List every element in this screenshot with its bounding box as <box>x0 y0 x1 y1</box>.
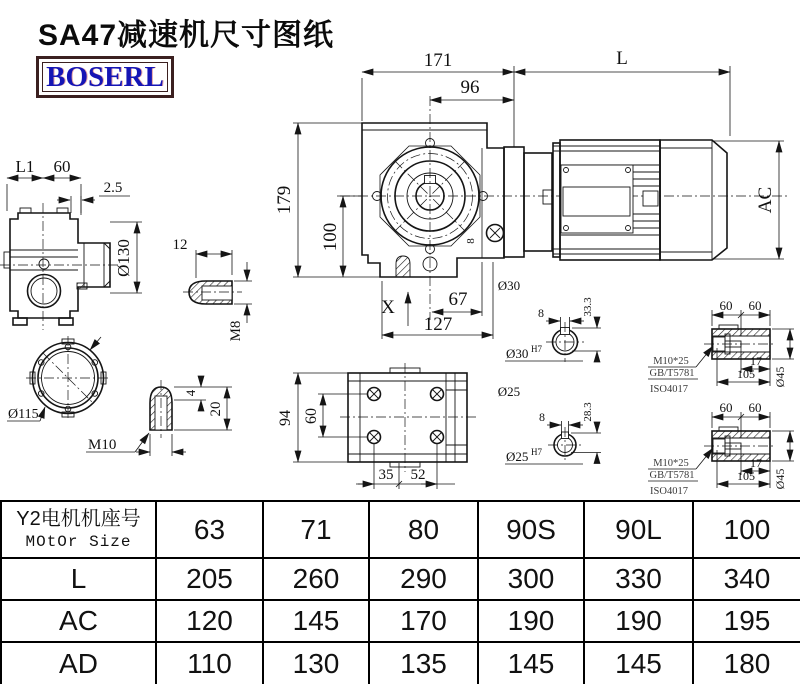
motor-size-table <box>0 500 800 684</box>
m10-bolt-detail <box>86 377 232 456</box>
dim-60-bottom: 60 <box>303 408 320 424</box>
ac-dimension <box>714 141 784 259</box>
dim-17-2: 17 <box>750 456 762 470</box>
dim-45-2: Ø45 <box>773 468 787 490</box>
cell-AD-100: 180 <box>693 642 800 684</box>
col-90l: 90L <box>584 501 693 558</box>
fit-o30h7: Ø30 <box>506 346 529 361</box>
cell-AC-100: 195 <box>693 600 800 642</box>
dim-130: Ø130 <box>114 239 133 277</box>
table-row-L <box>1 558 800 600</box>
fit-o30h7-sup: H7 <box>531 344 542 354</box>
cell-L-100: 340 <box>693 558 800 600</box>
note-bolt-2: M10*25 <box>653 458 689 469</box>
bore-section-30 <box>498 278 601 362</box>
cell-L-80: 290 <box>369 558 478 600</box>
dim-94: 94 <box>277 410 294 426</box>
cell-AD-80: 135 <box>369 642 478 684</box>
hollow-shaft-detail-1 <box>648 298 794 395</box>
cell-AD-63: 110 <box>156 642 263 684</box>
cell-L-71: 260 <box>263 558 369 600</box>
dim-100: 100 <box>320 222 341 252</box>
dim-60a-2: 60 <box>719 400 733 415</box>
dim-28-3: 28.3 <box>582 402 594 422</box>
dim-179: 179 <box>274 185 295 215</box>
m8-bolt-detail <box>173 237 253 341</box>
dim-17-1: 17 <box>750 354 762 368</box>
col-63: 63 <box>156 501 263 558</box>
note-gb-1: GB/T5781 <box>649 368 695 379</box>
cell-AD-90l: 145 <box>584 642 693 684</box>
row-label-AD: AD <box>1 642 156 684</box>
dim-20: 20 <box>208 401 224 417</box>
dim-171: 171 <box>423 50 453 71</box>
dim-67: 67 <box>448 289 468 310</box>
cell-AD-90s: 145 <box>478 642 584 684</box>
mounting-holes <box>368 388 444 444</box>
dim-105-1: 105 <box>737 367 755 381</box>
row-label-AC: AC <box>1 600 156 642</box>
dim-105-2: 105 <box>737 469 755 483</box>
header-motor-size-cn: Y2电机机座号 <box>16 507 141 530</box>
dim-key8-25: 8 <box>539 410 545 424</box>
label-o25: Ø25 <box>497 384 521 399</box>
dim-L: L <box>616 48 628 69</box>
dim-127: 127 <box>423 314 453 335</box>
dim-M8: M8 <box>228 320 244 342</box>
cell-L-90l: 330 <box>584 558 693 600</box>
dim-AC: AC <box>755 186 776 214</box>
col-90s: 90S <box>478 501 584 558</box>
dim-52: 52 <box>410 467 426 483</box>
note-iso-1: ISO4017 <box>650 384 688 395</box>
cell-AC-90l: 190 <box>584 600 693 642</box>
cell-AC-90s: 190 <box>478 600 584 642</box>
dim-L1: L1 <box>15 157 35 176</box>
table-row-AD <box>1 642 800 684</box>
cell-AC-80: 170 <box>369 600 478 642</box>
dim-12: 12 <box>172 237 188 253</box>
fit-o25h7: Ø25 <box>506 449 529 464</box>
table-row-AC <box>1 600 800 642</box>
dim-2-5: 2.5 <box>103 180 123 196</box>
col-71: 71 <box>263 501 369 558</box>
cell-L-63: 205 <box>156 558 263 600</box>
hollow-shaft-detail-2 <box>648 400 794 497</box>
label-o30: Ø30 <box>497 278 521 293</box>
dim-33-3: 33.3 <box>582 297 594 317</box>
dim-M10: M10 <box>88 437 117 453</box>
flange-view <box>7 336 110 422</box>
dim-35: 35 <box>378 467 394 483</box>
table-header-row <box>1 501 800 558</box>
main-assembly-view <box>340 96 788 320</box>
note-iso-2: ISO4017 <box>650 486 688 497</box>
dim-115: Ø115 <box>8 407 39 422</box>
dim-60-side: 60 <box>53 157 71 176</box>
dim-4: 4 <box>183 389 198 397</box>
cell-AC-71: 145 <box>263 600 369 642</box>
bore-section-25 <box>498 384 601 464</box>
dim-60b-2: 60 <box>748 400 762 415</box>
page-title: SA47减速机尺寸图纸 <box>38 19 335 52</box>
header-motor-size-en: MOtOr Size <box>25 532 132 551</box>
dim-key8-30: 8 <box>538 306 544 320</box>
dim-X: X <box>381 297 395 318</box>
dim-96: 96 <box>460 77 480 98</box>
note-bolt-1: M10*25 <box>653 356 689 367</box>
note-gb-2: GB/T5781 <box>649 470 695 481</box>
fit-o25h7-sup: H7 <box>531 447 542 457</box>
brand-logo-text: BOSERL <box>46 60 164 93</box>
dim-60b-1: 60 <box>748 298 762 313</box>
row-label-L: L <box>1 558 156 600</box>
col-80: 80 <box>369 501 478 558</box>
side-view <box>0 157 142 330</box>
dim-60a-1: 60 <box>719 298 733 313</box>
cell-AC-63: 120 <box>156 600 263 642</box>
col-100: 100 <box>693 501 800 558</box>
top-dimensions <box>362 48 730 147</box>
bottom-view <box>277 363 478 489</box>
header-motor-size <box>1 501 156 558</box>
dim-plug-8: 8 <box>465 238 477 244</box>
cell-AD-71: 130 <box>263 642 369 684</box>
cell-L-90s: 300 <box>478 558 584 600</box>
dim-45-1: Ø45 <box>773 366 787 388</box>
